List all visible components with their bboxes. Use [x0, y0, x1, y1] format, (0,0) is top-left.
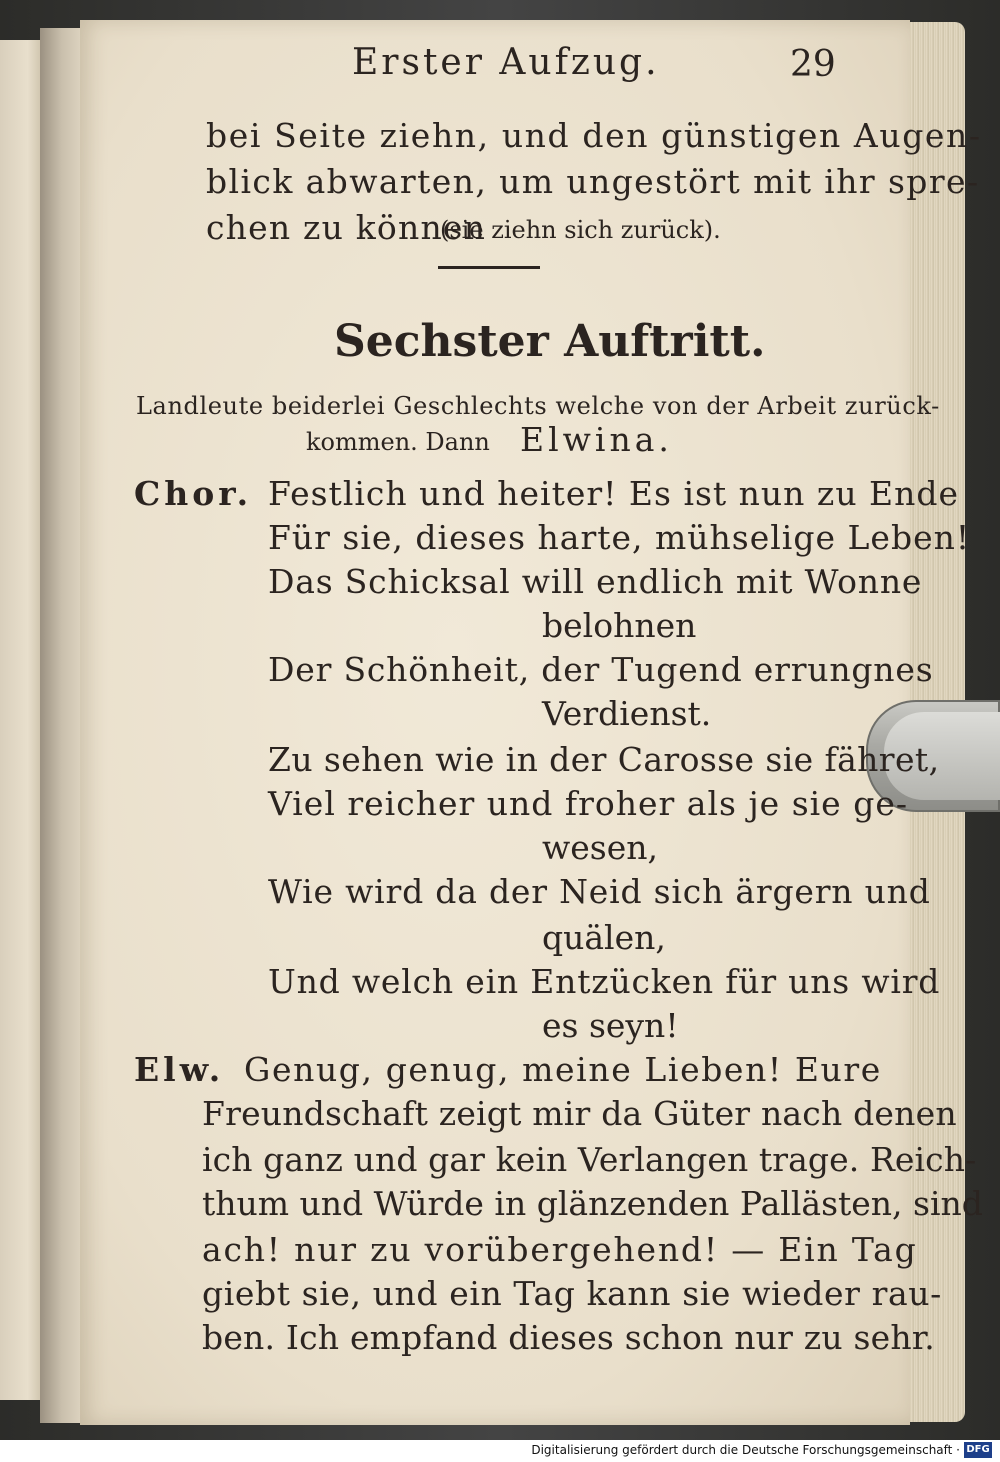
carryover-line: chen zu können	[206, 208, 487, 247]
running-header: Erster Aufzug.	[352, 42, 660, 83]
speaker-label: Elw.	[134, 1050, 225, 1089]
prose-line: ich ganz und gar kein Verlangen trage. Reich-	[202, 1140, 977, 1179]
verse-line: wesen,	[542, 828, 658, 867]
verse-line: Festlich und heiter! Es ist nun zu Ende	[268, 474, 960, 513]
verse-line: Der Schönheit, der Tugend errungnes	[268, 650, 934, 689]
carryover-line: blick abwarten, um ungestört mit ihr spre-	[206, 162, 980, 201]
page-number: 29	[790, 44, 836, 85]
scene-direction: kommen. Dann	[306, 428, 490, 456]
verse-line: quälen,	[542, 918, 666, 957]
verse-line: Wie wird da der Neid sich ärgern und	[268, 872, 931, 911]
footer-bar	[0, 1440, 1000, 1462]
verse-line: Und welch ein Entzücken für uns wird	[268, 962, 941, 1001]
section-divider	[438, 266, 540, 269]
prose-line: Genug, genug, meine Lieben! Eure	[244, 1050, 882, 1089]
verse-line: belohnen	[542, 606, 697, 645]
speaker-label: Chor.	[134, 474, 253, 513]
prose-line: giebt sie, und ein Tag kann sie wieder rau-	[202, 1274, 942, 1313]
verse-line: Viel reicher und froher als je sie ge-	[268, 784, 909, 823]
scene-direction: Landleute beiderlei Geschlechts welche von der Arbeit zurück-	[136, 392, 940, 420]
verse-line: Zu sehen wie in der Carosse sie fähret,	[268, 740, 940, 779]
verse-line: Verdienst.	[542, 694, 712, 733]
prose-line: ben. Ich empfand dieses schon nur zu sehr.	[202, 1318, 935, 1357]
verse-line: Für sie, dieses harte, mühselige Leben!	[268, 518, 971, 557]
verse-line: es seyn!	[542, 1006, 679, 1045]
prose-line: thum und Würde in glänzenden Pallästen, sind	[202, 1184, 983, 1223]
character-name: Elwina.	[520, 420, 673, 459]
prose-line: Freundschaft zeigt mir da Güter nach denen	[202, 1094, 957, 1133]
verse-line: Das Schicksal will endlich mit Wonne	[268, 562, 923, 601]
prose-line: ach! nur zu vorübergehend! — Ein Tag	[202, 1230, 918, 1269]
stage-direction: (sie ziehn sich zurück).	[440, 216, 721, 244]
funding-note: Digitalisierung gefördert durch die Deutsche Forschungsgemeinschaft ·	[531, 1443, 960, 1457]
dfg-logo: DFG	[964, 1442, 992, 1458]
scene-heading: Sechster Auftritt.	[334, 316, 766, 367]
carryover-line: bei Seite ziehn, und den günstigen Augen-	[206, 116, 982, 155]
